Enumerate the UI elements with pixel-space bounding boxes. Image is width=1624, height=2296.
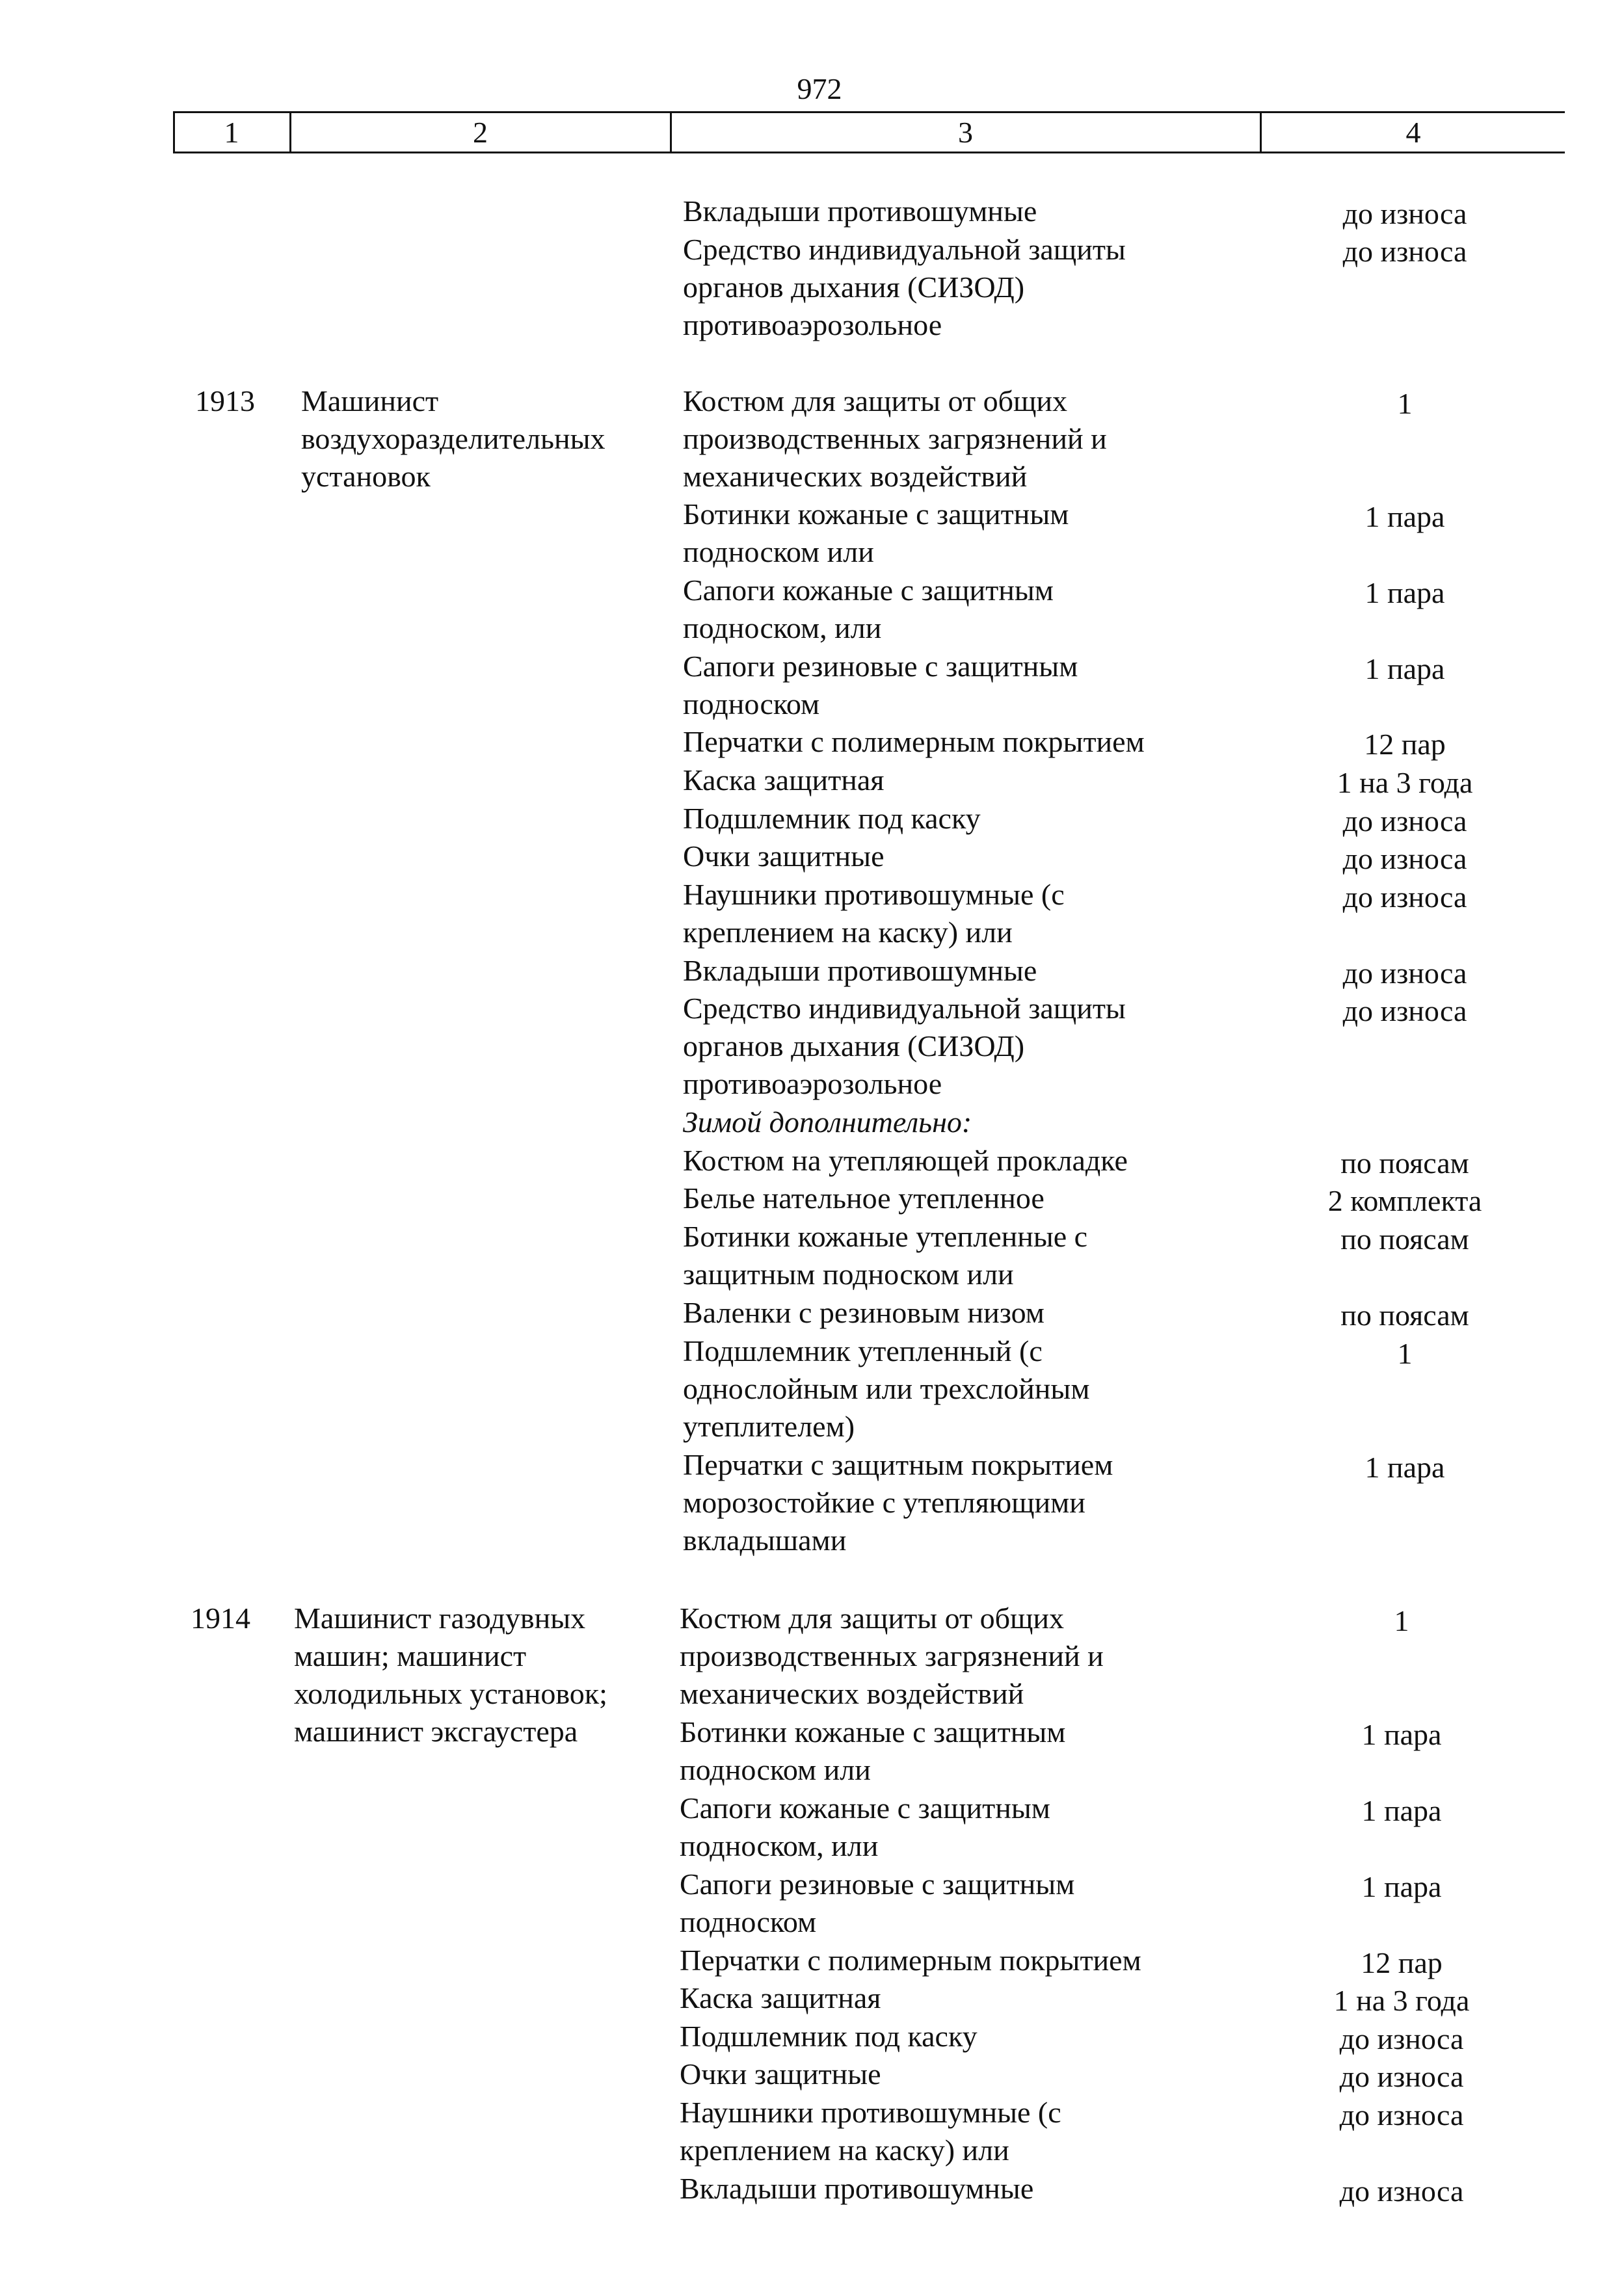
item-norm: 2 комплекта	[1327, 1184, 1482, 1217]
item-name: однослойным или трехслойным	[683, 1372, 1090, 1405]
profession-name: машин; машинист	[294, 1639, 527, 1672]
item-name: Подшлемник утепленный (с	[683, 1334, 1043, 1367]
item-name: подноском	[683, 687, 820, 720]
item-name: Подшлемник под каску	[683, 802, 981, 835]
item-name: Валенки с резиновым низом	[683, 1296, 1045, 1329]
item-name: утеплителем)	[683, 1410, 855, 1443]
item-name: креплением на каску) или	[680, 2133, 1009, 2167]
item-name: подноском, или	[680, 1829, 879, 1862]
item-norm: 12 пар	[1361, 1946, 1443, 1979]
item-name: Наушники противошумные (с	[683, 878, 1065, 911]
item-norm: до износа	[1339, 2174, 1464, 2208]
item-norm: 1 пара	[1364, 1451, 1445, 1484]
item-name: Перчатки с защитным покрытием	[683, 1448, 1113, 1481]
profession-name: Машинист газодувных	[294, 1602, 586, 1635]
item-name: подноском, или	[683, 611, 882, 644]
entry-number: 1913	[195, 384, 255, 417]
item-name: Очки защитные	[680, 2057, 881, 2091]
item-name: Вкладыши противошумные	[683, 194, 1037, 228]
item-name: Перчатки с полимерным покрытием	[680, 1944, 1141, 1977]
item-name: противоаэрозольное	[683, 1067, 942, 1100]
item-norm: 1 на 3 года	[1333, 1984, 1470, 2017]
item-norm: 1 пара	[1364, 576, 1445, 609]
item-name: механических воздействий	[683, 460, 1028, 493]
item-name: защитным подноском или	[683, 1258, 1014, 1291]
item-norm: по поясам	[1340, 1222, 1469, 1256]
item-norm: по поясам	[1340, 1146, 1469, 1180]
item-name: Каска защитная	[680, 1981, 881, 2014]
item-name: Каска защитная	[683, 763, 885, 797]
item-norm: 1 пара	[1364, 652, 1445, 685]
profession-name: холодильных установок;	[294, 1677, 607, 1710]
item-name: Очки защитные	[683, 839, 885, 873]
item-norm: до износа	[1342, 880, 1467, 914]
item-name: Ботинки кожаные утепленные с	[683, 1220, 1088, 1253]
item-norm: 1 пара	[1361, 1794, 1442, 1827]
item-name: морозостойкие с утепляющими	[683, 1486, 1085, 1519]
item-norm: до износа	[1342, 804, 1467, 838]
item-norm: 1	[1397, 387, 1413, 420]
item-name: Наушники противошумные (с	[680, 2096, 1061, 2129]
item-name: Сапоги резиновые с защитным	[683, 650, 1078, 683]
item-name: Ботинки кожаные с защитным	[680, 1715, 1066, 1748]
profession-name: машинист эксгаустера	[294, 1715, 578, 1748]
item-name: производственных загрязнений и	[680, 1639, 1104, 1672]
item-name: Средство индивидуальной защиты	[683, 992, 1126, 1025]
item-norm: до износа	[1342, 994, 1467, 1027]
item-norm: до износа	[1342, 957, 1467, 990]
profession-name: установок	[301, 460, 431, 493]
item-name: Вкладыши противошумные	[683, 954, 1037, 987]
item-name: Средство индивидуальной защиты	[683, 233, 1126, 266]
item-name: Ботинки кожаные с защитным	[683, 497, 1069, 531]
profession-name: Машинист	[301, 384, 439, 417]
item-name: креплением на каску) или	[683, 916, 1013, 949]
item-norm: до износа	[1339, 2098, 1464, 2131]
item-norm: по поясам	[1340, 1299, 1469, 1332]
entry-number: 1914	[191, 1602, 250, 1635]
item-norm: 1 пара	[1361, 1870, 1442, 1903]
item-norm: до износа	[1339, 2060, 1464, 2093]
column-header-4: 4	[1405, 116, 1421, 149]
item-name: органов дыхания (СИЗОД)	[683, 271, 1025, 304]
column-header-1: 1	[224, 116, 239, 149]
item-name: Перчатки с полимерным покрытием	[683, 725, 1145, 758]
item-name: Костюм для защиты от общих	[683, 384, 1068, 417]
item-name: механических воздействий	[680, 1677, 1024, 1710]
item-name: органов дыхания (СИЗОД)	[683, 1029, 1025, 1062]
item-name: вкладышами	[683, 1524, 847, 1557]
item-name: подноском или	[680, 1753, 871, 1786]
item-name: производственных загрязнений и	[683, 422, 1107, 455]
item-norm: 1	[1397, 1337, 1413, 1370]
item-name: Сапоги кожаные с защитным	[683, 574, 1054, 607]
item-norm: 1	[1394, 1604, 1409, 1637]
item-name: подноском	[680, 1905, 817, 1938]
column-header-2: 2	[473, 116, 488, 149]
item-norm: до износа	[1342, 197, 1467, 230]
item-name: Сапоги резиновые с защитным	[680, 1867, 1075, 1901]
item-name: Вкладыши противошумные	[680, 2172, 1034, 2205]
item-name: Подшлемник под каску	[680, 2020, 978, 2053]
item-norm: 1 на 3 года	[1337, 766, 1473, 799]
item-norm: 1 пара	[1361, 1718, 1442, 1751]
column-header-table	[173, 111, 1565, 153]
item-norm: 12 пар	[1364, 728, 1446, 761]
item-name: Сапоги кожаные с защитным	[680, 1791, 1050, 1825]
item-name: Белье нательное утепленное	[683, 1181, 1045, 1215]
item-name: противоаэрозольное	[683, 308, 942, 341]
item-norm: до износа	[1342, 235, 1467, 268]
column-header-3: 3	[958, 116, 973, 149]
item-name: Костюм для защиты от общих	[680, 1602, 1065, 1635]
item-norm: до износа	[1339, 2022, 1464, 2055]
profession-name: воздухоразделительных	[301, 422, 606, 455]
item-norm: до износа	[1342, 842, 1467, 875]
winter-additional-label: Зимой дополнительно:	[683, 1105, 972, 1139]
item-name: подноском или	[683, 535, 874, 568]
item-norm: 1 пара	[1364, 500, 1445, 533]
page-number: 972	[797, 72, 842, 105]
item-name: Костюм на утепляющей прокладке	[683, 1144, 1128, 1177]
